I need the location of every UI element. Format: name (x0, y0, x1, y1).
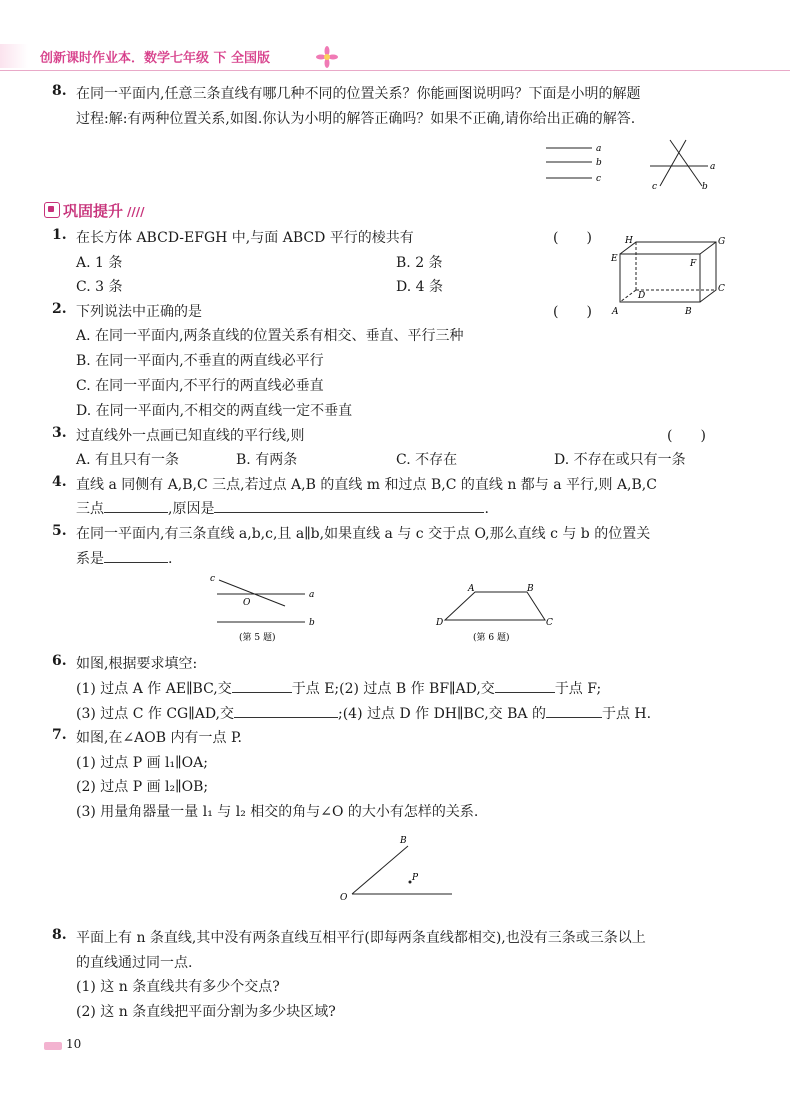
question-number: 3. (52, 425, 67, 441)
question-part: (1) 过点 P 画 l₁∥OA; (76, 755, 208, 771)
label-B: B (685, 307, 692, 317)
question-text: 的直线通过同一点. (76, 955, 193, 971)
label-C: C (718, 284, 725, 294)
label-G: G (718, 237, 725, 247)
label-a: a (309, 590, 315, 600)
option-a: A. 1 条 (76, 255, 123, 271)
label-c: c (596, 174, 602, 184)
figure-caption: (第 6 题) (473, 633, 510, 643)
answer-blank[interactable] (104, 548, 168, 563)
section-title: 巩固提升 (63, 202, 124, 220)
question-text: 在长方体 ABCD-EFGH 中,与面 ABCD 平行的棱共有 (76, 230, 414, 246)
question-number: 5. (52, 523, 67, 539)
parallel-intersect-figure (540, 138, 740, 194)
answer-blank[interactable] (232, 678, 292, 693)
label-O: O (340, 893, 348, 903)
question-part: (3) 过点 C 作 CG∥AD,交 ;(4) 过点 D 作 DH∥BC,交 BA 的 于点 H. (76, 703, 651, 723)
question-text: 直线 a 同侧有 A,B,C 三点,若过点 A,B 的直线 m 和过点 B,C 的直线 n 都与 a 平行,则 A,B,C (76, 477, 657, 493)
pencil-icon (44, 202, 60, 218)
label-c: c (652, 182, 658, 192)
label-a: a (710, 162, 716, 172)
question-part: (2) 这 n 条直线把平面分割为多少块区域? (76, 1004, 336, 1020)
question-number: 6. (52, 653, 67, 669)
label-E: E (611, 254, 618, 264)
answer-parens: ( ) (553, 230, 592, 246)
option-d: D. 不存在或只有一条 (554, 452, 686, 468)
page-number: 10 (66, 1037, 82, 1051)
option-b: B. 2 条 (396, 255, 443, 271)
answer-blank[interactable] (546, 703, 602, 718)
option-b: B. 在同一平面内,不垂直的两直线必平行 (76, 353, 324, 369)
figure-caption: (第 5 题) (239, 633, 276, 643)
label-b: b (309, 618, 315, 628)
answer-parens: ( ) (667, 428, 706, 444)
figure-q7 (330, 828, 460, 908)
question-text: 在同一平面内,有三条直线 a,b,c,且 a∥b,如果直线 a 与 c 交于点 O,那么直线 c 与 b 的位置关 (76, 526, 651, 542)
cuboid-figure (600, 230, 725, 320)
footer-decoration (44, 1042, 62, 1050)
question-part: (1) 这 n 条直线共有多少个交点? (76, 979, 280, 995)
option-d: D. 4 条 (396, 279, 443, 295)
answer-parens: ( ) (553, 304, 592, 320)
label-A: A (468, 584, 475, 594)
label-D: D (436, 618, 444, 628)
option-c: C. 不存在 (396, 452, 458, 468)
question-number: 2. (52, 301, 67, 317)
section-header (44, 200, 145, 221)
label-A: A (612, 307, 619, 317)
question-number: 1. (52, 227, 67, 243)
question-number: 8. (52, 83, 67, 99)
question-text: 三点 ,原因是 . (76, 498, 489, 518)
label-H: H (625, 236, 633, 246)
underline-decoration: //// (127, 205, 145, 219)
question-text: 如图,在∠AOB 内有一点 P. (76, 730, 242, 746)
label-C: C (546, 618, 553, 628)
question-text: 系是 . (76, 548, 172, 568)
answer-blank[interactable] (214, 498, 484, 513)
label-P: P (412, 873, 419, 883)
question-text: 平面上有 n 条直线,其中没有两条直线互相平行(即每两条直线都相交),也没有三条或三条以上 (76, 930, 646, 946)
option-a: A. 有且只有一条 (76, 452, 180, 468)
question-part: (2) 过点 P 画 l₂∥OB; (76, 779, 209, 795)
question-number: 7. (52, 727, 67, 743)
option-a: A. 在同一平面内,两条直线的位置关系有相交、垂直、平行三种 (76, 328, 464, 344)
label-D: D (638, 291, 646, 301)
label-F: F (690, 259, 697, 269)
figure-q5 (205, 572, 325, 644)
question-number: 8. (52, 927, 67, 943)
label-c: c (210, 574, 216, 584)
figure-q6 (433, 582, 558, 646)
answer-blank[interactable] (234, 703, 338, 718)
label-a: a (596, 144, 602, 154)
question-text: 过直线外一点画已知直线的平行线,则 (76, 428, 305, 444)
header-rule (0, 70, 790, 71)
label-b: b (702, 182, 708, 192)
question-text: 在同一平面内,任意三条直线有哪几种不同的位置关系？你能画图说明吗？下面是小明的解题 (76, 86, 641, 102)
question-text: 下列说法中正确的是 (76, 304, 202, 320)
header-title: 创新课时作业本．数学七年级 下 全国版 (40, 51, 271, 66)
label-b: b (596, 158, 602, 168)
label-B: B (400, 836, 407, 846)
label-B: B (527, 584, 534, 594)
question-text: 过程:解:有两种位置关系,如图.你认为小明的解答正确吗？如果不正确,请你给出正确的解答. (76, 111, 636, 127)
header-decoration (0, 44, 28, 68)
answer-blank[interactable] (495, 678, 555, 693)
question-text: 如图,根据要求填空: (76, 656, 198, 672)
option-c: C. 3 条 (76, 279, 123, 295)
question-part: (3) 用量角器量一量 l₁ 与 l₂ 相交的角与∠O 的大小有怎样的关系. (76, 804, 479, 820)
question-part: (1) 过点 A 作 AE∥BC,交 于点 E;(2) 过点 B 作 BF∥AD,交 于点 F; (76, 678, 601, 698)
answer-blank[interactable] (104, 498, 168, 513)
option-d: D. 在同一平面内,不相交的两直线一定不垂直 (76, 403, 353, 419)
label-O: O (243, 598, 251, 608)
flower-icon (316, 46, 338, 68)
option-c: C. 在同一平面内,不平行的两直线必垂直 (76, 378, 324, 394)
question-number: 4. (52, 474, 67, 490)
option-b: B. 有两条 (236, 452, 298, 468)
